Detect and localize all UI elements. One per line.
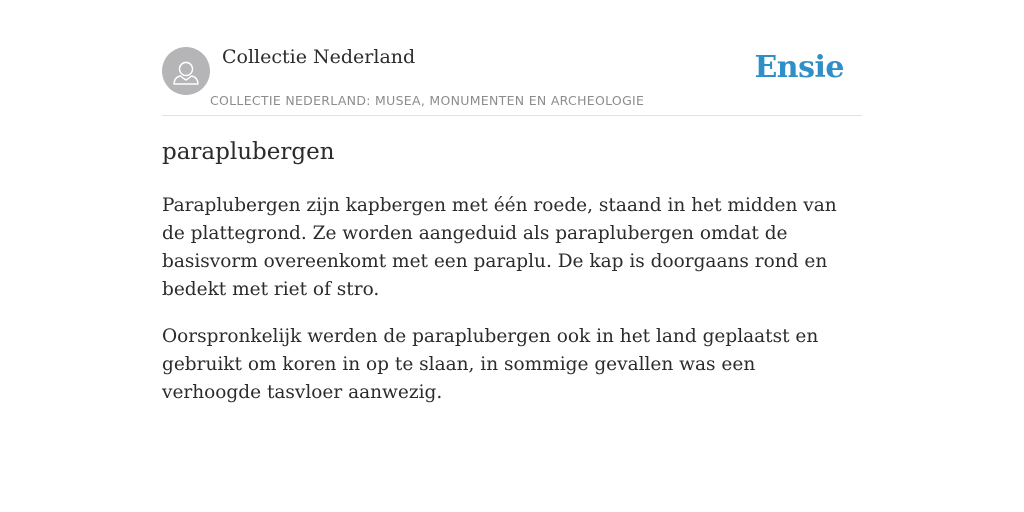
article-paragraph: Paraplubergen zijn kapbergen met één roede, staand in het midden van de plattegrond. Ze worden aangeduid als paraplubergen omdat de basisvorm overeenkomt met een paraplu. De kap is doorgaans rond en bedekt met riet of stro. [162,195,837,300]
author-subtitle: COLLECTIE NEDERLAND: MUSEA, MONUMENTEN EN ARCHEOLOGIE [210,93,645,108]
page-title: paraplubergen [162,139,335,165]
article-paragraph: Oorspronkelijk werden de paraplubergen ook in het land geplaatst en gebruikt om koren in op te slaan, in sommige gevallen was een verhoogde tasvloer aanwezig. [162,326,819,403]
article-body [162,192,852,426]
ensie-logo[interactable]: Ensie [754,50,844,85]
header [162,0,862,116]
author-name[interactable]: Collectie Nederland [222,46,416,68]
avatar[interactable] [162,47,210,95]
user-silhouette-icon [162,47,210,95]
page [162,0,862,403]
